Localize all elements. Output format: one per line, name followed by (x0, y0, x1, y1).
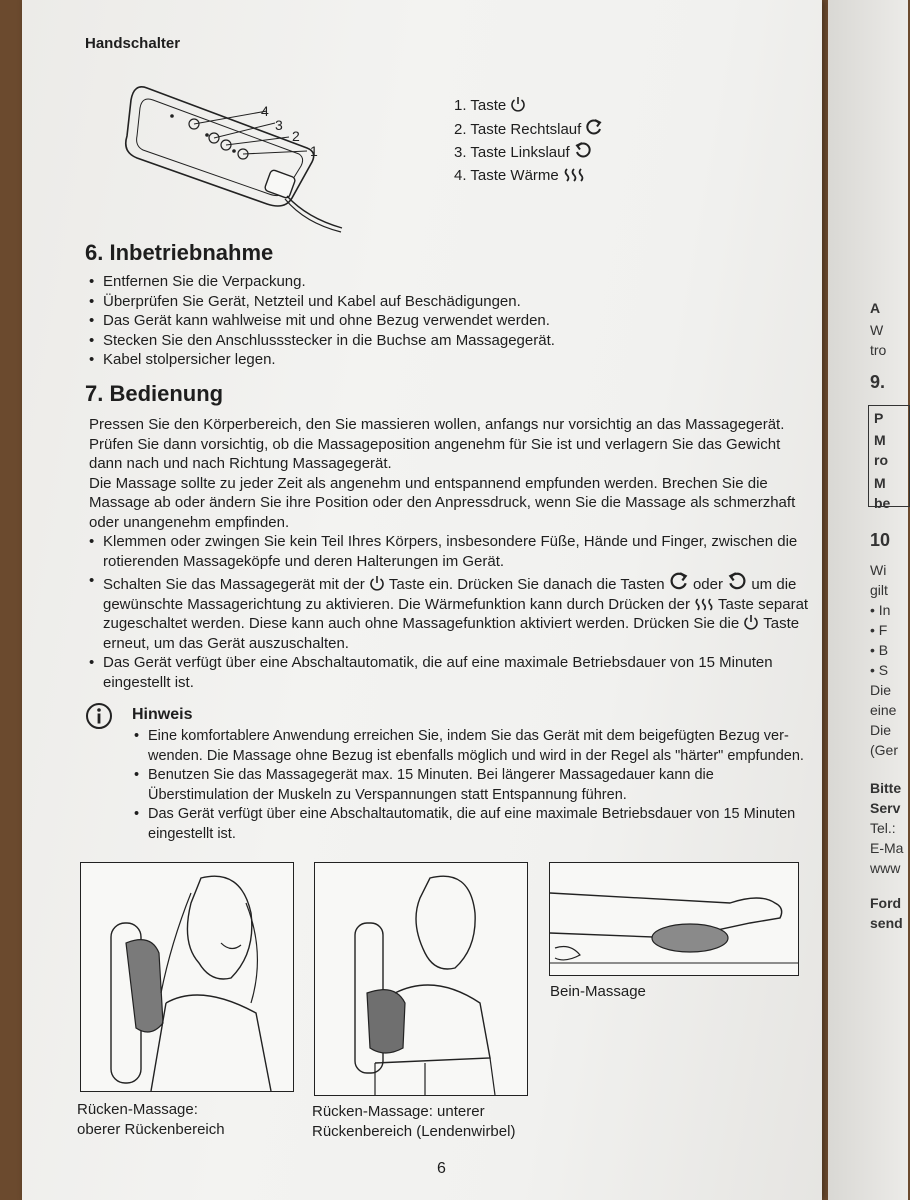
section-6-heading: 6. Inbetriebnahme (85, 240, 274, 265)
list-item: • Überprüfen Sie Gerät, Netzteil und Kabel auf Beschädigungen. (89, 292, 555, 312)
list-item: • Schalten Sie das Massagegerät mit der Taste ein. Drücken Sie danach die Tasten oder um die gewünschte Massagerichtung zu aktivieren. Die Wärmefunktion kann durch Drücken der Taste separat zugeschaltet werden. Diese kann auch ohne Massagefunktion aktiviert werden. Drücken Sie die Taste erneut, um das Gerät auszuschalten. (89, 571, 809, 653)
paragraph-line: dann nach und nach Richtung Massagegerät. (89, 455, 392, 472)
legend-item-1: 1. Taste (454, 95, 603, 118)
counterclockwise-icon (727, 571, 747, 591)
button-legend (454, 95, 603, 187)
list-item: • Das Gerät verfügt über eine Abschaltautomatik, die auf eine maximale Betriebsdauer von 15 Minuten eingestellt ist. (134, 805, 814, 844)
paragraph-line: Die Massage sollte zu jeder Zeit als angenehm und entspannend empfunden werden. Brechen Sie die (89, 474, 768, 492)
figure-caption: Rücken-Massage: unterer Rückenbereich (Lendenwirbel) (312, 1103, 516, 1140)
clockwise-icon (585, 118, 603, 136)
section-7-body (89, 415, 809, 692)
figure-caption: Rücken-Massage: oberer Rückenbereich (77, 1101, 225, 1138)
heat-icon (694, 598, 714, 611)
callout-2: 2 (292, 128, 300, 144)
paragraph-line: Pressen Sie den Körperbereich, den Sie massieren wollen, anfangs nur vorsichtig an das Massagegerät. (89, 416, 785, 433)
handschalter-heading: Handschalter (85, 35, 181, 52)
list-item: • Das Gerät verfügt über eine Abschaltautomatik, die auf eine maximale Betriebsdauer von 15 Minuten eingestellt ist. (89, 653, 809, 692)
adjacent-page-edge: A W tro 9. P M ro M be 10 Wi gilt • In • F • B • S Die eine Die (Ger Bitte Serv Tel.: E-Ma www Ford send (828, 0, 908, 1200)
page-number: 6 (437, 1160, 446, 1177)
section-6-list (89, 272, 555, 370)
list-item: • Kabel stolpersicher legen. (89, 350, 555, 370)
hinweis-heading: Hinweis (132, 706, 193, 723)
paragraph-line: Massage ab oder ändern Sie ihre Position oder den Anpressdruck, wenn Sie die Massage als schmerzhaft (89, 494, 796, 511)
list-item: • Benutzen Sie das Massagegerät max. 15 Minuten. Bei längerer Massagedauer kann die Überstimulation der Muskeln zu Verspannungen statt Entspannung führen. (134, 766, 814, 805)
figure-lower-back-massage (314, 862, 528, 1096)
paragraph-line: oder unangenehm empfinden. (89, 513, 290, 531)
clockwise-icon (669, 571, 689, 591)
figure-caption: Bein-Massage (550, 983, 646, 1000)
legend-item-3: 3. Taste Linkslauf (454, 141, 603, 165)
paragraph-line: Prüfen Sie dann vorsichtig, ob die Massageposition angenehm für Sie ist und verlagern Sie das Gewicht (89, 435, 781, 453)
list-item: • Das Gerät kann wahlweise mit und ohne Bezug verwendet werden. (89, 311, 555, 331)
info-icon (85, 702, 113, 730)
legend-item-4: 4. Taste Wärme (454, 165, 603, 188)
hinweis-list (134, 727, 814, 844)
legend-item-2: 2. Taste Rechtslauf (454, 118, 603, 142)
list-item: • Eine komfortablere Anwendung erreichen Sie, indem Sie das Gerät mit dem beigefügten Bezug ver- wenden. Die Massage ohne Bezug ist ebenfalls möglich und wird in der Regel als "härter" empfunden. (134, 727, 814, 766)
figure-upper-back-massage (80, 862, 294, 1092)
callout-4: 4 (261, 103, 269, 119)
power-icon (743, 614, 759, 630)
power-icon (369, 575, 385, 591)
list-item: • Entfernen Sie die Verpackung. (89, 272, 555, 292)
hand-remote-illustration (117, 78, 347, 233)
figure-leg-massage (549, 862, 799, 976)
callout-1: 1 (310, 143, 318, 159)
counterclockwise-icon (574, 141, 592, 159)
list-item: • Klemmen oder zwingen Sie kein Teil Ihres Körpers, insbesondere Füße, Hände und Finger, zwischen die rotierenden Massageköpfe und deren Halterungen im Gerät. (89, 532, 809, 571)
section-7-list (89, 532, 809, 692)
power-icon (510, 96, 526, 112)
heat-icon (563, 168, 585, 182)
manual-page (22, 0, 822, 1200)
list-item: • Stecken Sie den Anschlussstecker in die Buchse am Massagegerät. (89, 331, 555, 351)
callout-3: 3 (275, 117, 283, 133)
section-7-heading: 7. Bedienung (85, 381, 224, 406)
